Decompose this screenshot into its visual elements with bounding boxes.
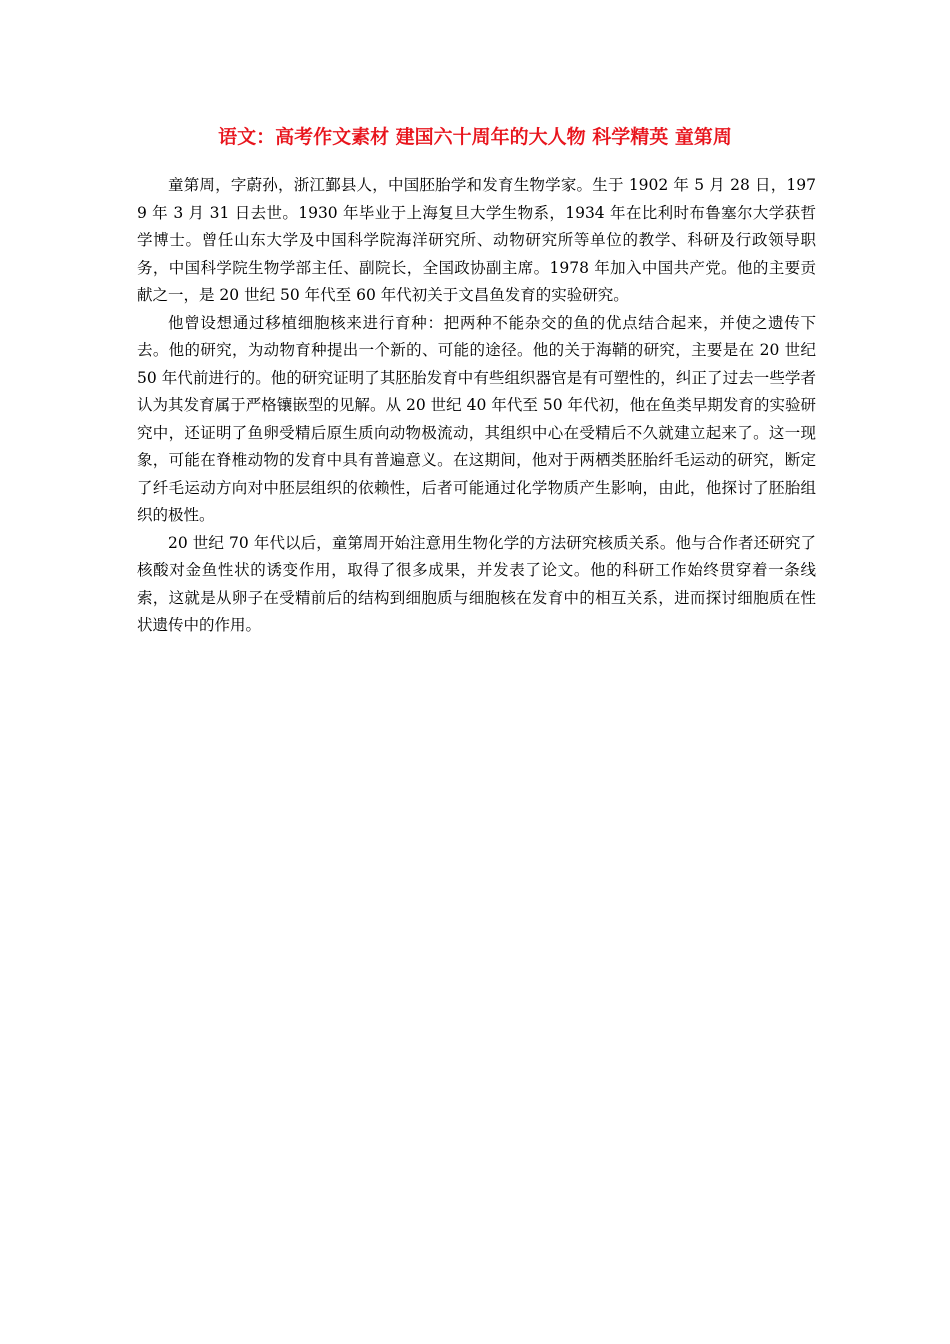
- document-title: 语文：高考作文素材 建国六十周年的大人物 科学精英 童第周: [218, 126, 732, 148]
- document-body: [137, 172, 816, 640]
- paragraph-biography: 童第周，字蔚孙，浙江鄞县人，中国胚胎学和发育生物学家。生于 1902 年 5 月 28 日，1979 年 3 月 31 日去世。1930 年毕业于上海复旦大学生物系，1934 年在比利时布鲁塞尔大学获哲学博士。曾任山东大学及中国科学院海洋研究所、动物研究所等单位的教学、科研及行政领导职务，中国科学院生物学部主任、副院长，全国政协副主席。1978 年加入中国共产党。他的主要贡献之一，是 20 世纪 50 年代至 60 年代初关于文昌鱼发育的实验研究。: [137, 176, 816, 304]
- paragraph-research: 他曾设想通过移植细胞核来进行育种：把两种不能杂交的鱼的优点结合起来，并使之遗传下去。他的研究，为动物育种提出一个新的、可能的途径。他的关于海鞘的研究，主要是在 20 世纪 50 年代前进行的。他的研究证明了其胚胎发育中有些组织器官是有可塑性的，纠正了过去一些学者认为其发育属于严格镶嵌型的见解。从 20 世纪 40 年代至 50 年代初，他在鱼类早期发育的实验研究中，还证明了鱼卵受精后原生质向动物极流动，其组织中心在受精后不久就建立起来了。这一现象，可能在脊椎动物的发育中具有普遍意义。在这期间，他对于两栖类胚胎纤毛运动的研究，断定了纤毛运动方向对中胚层组织的依赖性，后者可能通过化学物质产生影响，由此，他探讨了胚胎组织的极性。: [137, 313, 816, 524]
- paragraph-later-work: 20 世纪 70 年代以后，童第周开始注意用生物化学的方法研究核质关系。他与合作者还研究了核酸对金鱼性状的诱变作用，取得了很多成果，并发表了论文。他的科研工作始终贯穿着一条线索，这就是从卵子在受精前后的结构到细胞质与细胞核在发育中的相互关系，进而探讨细胞质在性状遗传中的作用。: [137, 533, 816, 634]
